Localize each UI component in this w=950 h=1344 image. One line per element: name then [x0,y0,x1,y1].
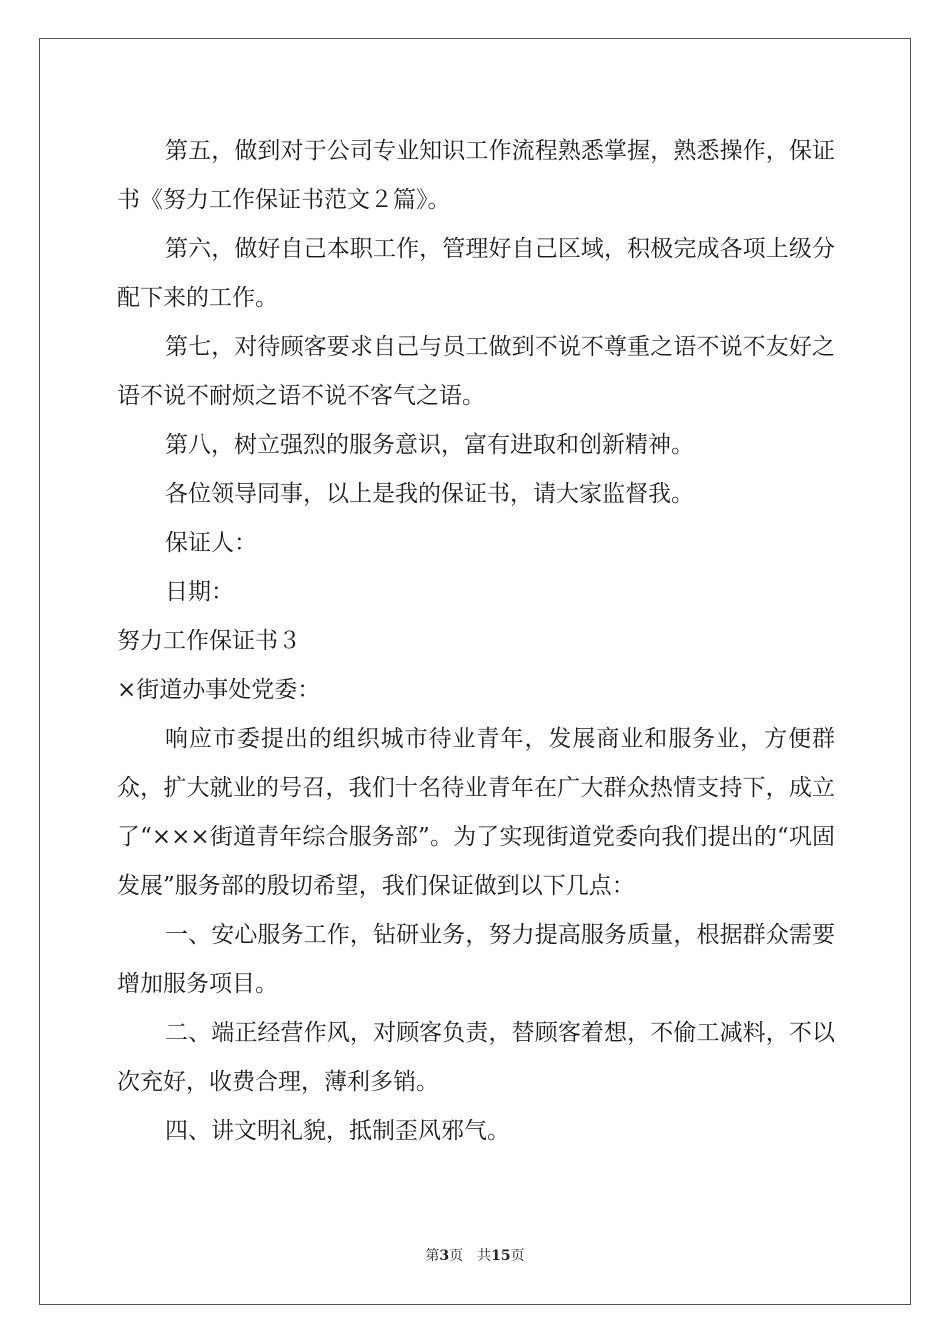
page-prefix: 第 [425,1248,440,1264]
total-prefix: 共 [477,1248,492,1264]
paragraph: 第八，树立强烈的服务意识，富有进取和创新精神。 [165,432,694,458]
paragraph: 二、端正经营作风，对顾客负责，替顾客着想，不偷工减料，不以次充好，收费合理，薄利多销。 [117,1020,835,1095]
paragraph: 各位领导同事，以上是我的保证书，请大家监督我。 [165,481,694,507]
document-body [117,127,835,1156]
paragraph: 第七，对待顾客要求自己与员工做到不说不尊重之语不说不友好之语不说不耐烦之语不说不客气之语。 [117,334,835,409]
current-page-number: 3 [439,1248,450,1264]
page-suffix: 页 [449,1248,464,1264]
total-page-count: 15 [491,1248,511,1264]
total-suffix: 页 [510,1248,525,1264]
paragraph: 一、安心服务工作，钻研业务，努力提高服务质量，根据群众需要增加服务项目。 [117,922,835,997]
section-title: 努力工作保证书３ [117,628,301,654]
date-label: 日期： [165,579,234,605]
paragraph: 第五，做到对于公司专业知识工作流程熟悉掌握，熟悉操作，保证书《努力工作保证书范文２篇》。 [117,138,835,213]
paragraph: 响应市委提出的组织城市待业青年，发展商业和服务业，方便群众，扩大就业的号召，我们十名待业青年在广大群众热情支持下，成立了“×××街道青年综合服务部”。为了实现街道党委向我们提出的“巩固发展”服务部的殷切希望，我们保证做到以下几点： [117,726,835,899]
signer-label: 保证人： [165,530,257,556]
page-footer [0,1246,950,1266]
paragraph: 四、讲文明礼貌，抵制歪风邪气。 [165,1118,510,1144]
addressee: ×街道办事处党委： [117,677,321,703]
paragraph: 第六，做好自己本职工作，管理好自己区域，积极完成各项上级分配下来的工作。 [117,236,835,311]
